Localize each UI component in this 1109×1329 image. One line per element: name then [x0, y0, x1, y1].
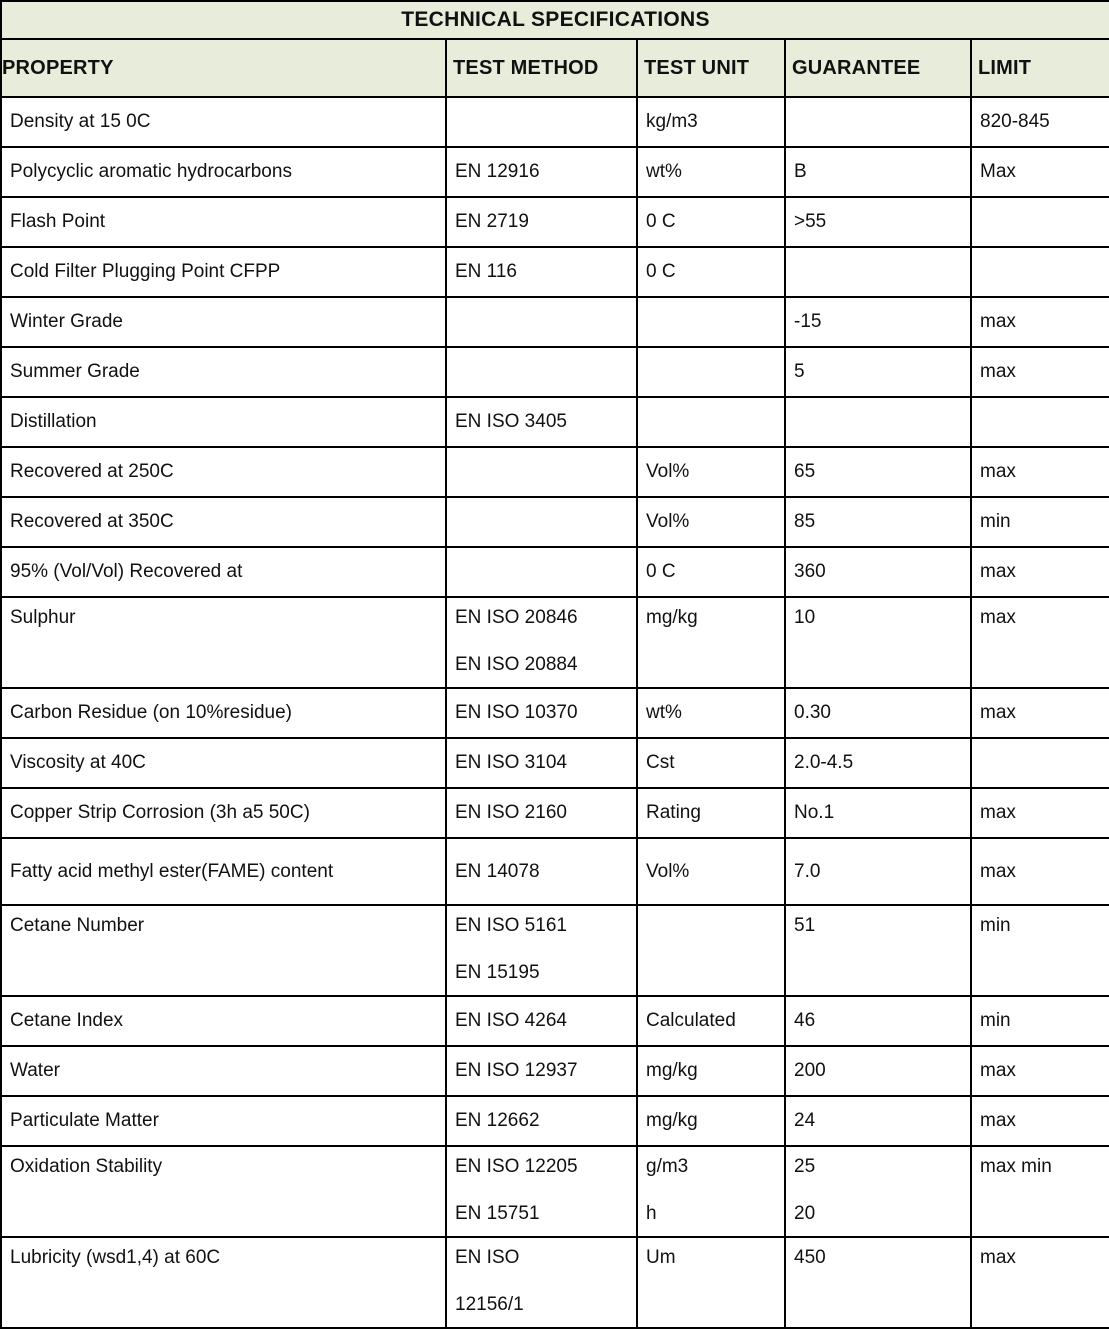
- cell-line: EN ISO 20846: [455, 607, 578, 628]
- cell-line: 12156/1: [455, 1293, 524, 1315]
- cell-line: 20: [794, 1202, 816, 1224]
- cell-limit: max: [971, 688, 1109, 738]
- table-title-row: [1, 1, 1109, 39]
- cell-guarantee: 10: [785, 597, 971, 688]
- table-row: [1, 197, 1109, 247]
- cell-test_unit: [637, 347, 785, 397]
- cell-property: Viscosity at 40C: [1, 738, 446, 788]
- cell-guarantee: 0.30: [785, 688, 971, 738]
- cell-property: Carbon Residue (on 10%residue): [1, 688, 446, 738]
- cell-limit: max min: [971, 1146, 1109, 1237]
- cell-test_unit: wt%: [637, 688, 785, 738]
- cell-limit: min: [971, 996, 1109, 1046]
- cell-property: Cetane Number: [1, 905, 446, 996]
- cell-guarantee: 450: [785, 1237, 971, 1328]
- cell-guarantee: -15: [785, 297, 971, 347]
- cell-test_unit: mg/kg: [637, 1096, 785, 1146]
- cell-line: EN 15195: [455, 961, 540, 983]
- cell-test_unit: Vol%: [637, 447, 785, 497]
- table-row: [1, 447, 1109, 497]
- cell-limit: [971, 738, 1109, 788]
- cell-limit: max: [971, 597, 1109, 688]
- cell-test_unit: Cst: [637, 738, 785, 788]
- cell-test_unit: Vol%: [637, 838, 785, 905]
- table-row: [1, 597, 1109, 688]
- cell-test_unit: kg/m3: [637, 97, 785, 147]
- cell-test_method: [446, 297, 637, 347]
- cell-guarantee: >55: [785, 197, 971, 247]
- cell-line: EN ISO: [455, 1247, 520, 1268]
- cell-guarantee: 200: [785, 1046, 971, 1096]
- table-row: [1, 1096, 1109, 1146]
- table-row: [1, 547, 1109, 597]
- table-row: [1, 838, 1109, 905]
- cell-limit: max: [971, 447, 1109, 497]
- table-row: [1, 247, 1109, 297]
- cell-line: EN ISO 5161: [455, 915, 567, 936]
- cell-test_method: EN ISO 12937: [446, 1046, 637, 1096]
- cell-line: EN ISO 12205: [455, 1156, 578, 1177]
- cell-property: Water: [1, 1046, 446, 1096]
- table-header: [1, 1, 1109, 97]
- cell-line: h: [646, 1202, 657, 1224]
- cell-line: EN ISO 20884: [455, 653, 578, 675]
- table-row: [1, 297, 1109, 347]
- cell-guarantee: No.1: [785, 788, 971, 838]
- cell-property: Flash Point: [1, 197, 446, 247]
- cell-test_method: EN 12662: [446, 1096, 637, 1146]
- cell-guarantee: 2.0-4.5: [785, 738, 971, 788]
- table-row: [1, 1046, 1109, 1096]
- cell-line: 25: [794, 1156, 816, 1177]
- cell-guarantee: 360: [785, 547, 971, 597]
- cell-test_unit: 0 C: [637, 197, 785, 247]
- table-row: [1, 1237, 1109, 1328]
- cell-limit: max: [971, 547, 1109, 597]
- cell-property: Copper Strip Corrosion (3h a5 50C): [1, 788, 446, 838]
- cell-test_unit: Rating: [637, 788, 785, 838]
- cell-test_unit: 0 C: [637, 247, 785, 297]
- cell-property: Recovered at 350C: [1, 497, 446, 547]
- cell-test_method: [446, 547, 637, 597]
- table-row: [1, 97, 1109, 147]
- cell-property: Cetane Index: [1, 996, 446, 1046]
- cell-property: Particulate Matter: [1, 1096, 446, 1146]
- cell-test_method: [446, 905, 637, 996]
- cell-test_unit: Vol%: [637, 497, 785, 547]
- cell-limit: max: [971, 1237, 1109, 1328]
- cell-guarantee: 51: [785, 905, 971, 996]
- cell-test_unit: wt%: [637, 147, 785, 197]
- cell-test_unit: [637, 397, 785, 447]
- table-row: [1, 688, 1109, 738]
- cell-test_method: EN 14078: [446, 838, 637, 905]
- cell-property: Winter Grade: [1, 297, 446, 347]
- cell-guarantee: 5: [785, 347, 971, 397]
- cell-test_method: EN 116: [446, 247, 637, 297]
- cell-property: Density at 15 0C: [1, 97, 446, 147]
- cell-test_method: [446, 497, 637, 547]
- cell-line: g/m3: [646, 1156, 689, 1177]
- cell-guarantee: [785, 247, 971, 297]
- cell-guarantee: B: [785, 147, 971, 197]
- table-row: [1, 497, 1109, 547]
- cell-limit: max: [971, 297, 1109, 347]
- cell-limit: [971, 397, 1109, 447]
- cell-property: Lubricity (wsd1,4) at 60C: [1, 1237, 446, 1328]
- table-row: [1, 397, 1109, 447]
- cell-test_method: [446, 447, 637, 497]
- cell-limit: max: [971, 788, 1109, 838]
- table-row: [1, 147, 1109, 197]
- cell-test_method: [446, 97, 637, 147]
- column-header-guarantee: GUARANTEE: [785, 39, 971, 97]
- column-header-limit: LIMIT: [971, 39, 1109, 97]
- cell-property: 95% (Vol/Vol) Recovered at: [1, 547, 446, 597]
- column-header-property: PROPERTY: [1, 39, 446, 97]
- table-row: [1, 905, 1109, 996]
- cell-test_method: [446, 347, 637, 397]
- cell-test_unit: Um: [637, 1237, 785, 1328]
- cell-limit: 820-845: [971, 97, 1109, 147]
- cell-property: Summer Grade: [1, 347, 446, 397]
- cell-property: Distillation: [1, 397, 446, 447]
- cell-limit: max: [971, 347, 1109, 397]
- column-header-row: [1, 39, 1109, 97]
- cell-test_method: EN ISO 10370: [446, 688, 637, 738]
- cell-guarantee: [785, 397, 971, 447]
- cell-line: EN 15751: [455, 1202, 540, 1224]
- cell-limit: max: [971, 1096, 1109, 1146]
- table-row: [1, 738, 1109, 788]
- cell-guarantee: 24: [785, 1096, 971, 1146]
- cell-guarantee: 65: [785, 447, 971, 497]
- table-row: [1, 788, 1109, 838]
- cell-test_unit: [637, 905, 785, 996]
- column-header-test-unit: TEST UNIT: [637, 39, 785, 97]
- cell-guarantee: 46: [785, 996, 971, 1046]
- cell-limit: max: [971, 1046, 1109, 1096]
- cell-limit: [971, 197, 1109, 247]
- cell-guarantee: [785, 1146, 971, 1237]
- cell-limit: [971, 247, 1109, 297]
- cell-test_method: [446, 597, 637, 688]
- cell-test_method: EN ISO 3104: [446, 738, 637, 788]
- column-header-test-method: TEST METHOD: [446, 39, 637, 97]
- cell-test_unit: Calculated: [637, 996, 785, 1046]
- cell-limit: min: [971, 497, 1109, 547]
- cell-guarantee: 7.0: [785, 838, 971, 905]
- cell-test_method: EN 12916: [446, 147, 637, 197]
- table-row: [1, 1146, 1109, 1237]
- cell-limit: Max: [971, 147, 1109, 197]
- cell-property: Sulphur: [1, 597, 446, 688]
- cell-test_unit: 0 C: [637, 547, 785, 597]
- cell-property: Fatty acid methyl ester(FAME) content: [1, 838, 446, 905]
- cell-test_method: EN 2719: [446, 197, 637, 247]
- cell-property: Recovered at 250C: [1, 447, 446, 497]
- table-row: [1, 996, 1109, 1046]
- cell-property: Cold Filter Plugging Point CFPP: [1, 247, 446, 297]
- cell-limit: max: [971, 838, 1109, 905]
- cell-guarantee: [785, 97, 971, 147]
- table-title: TECHNICAL SPECIFICATIONS: [1, 1, 1109, 39]
- cell-test_method: EN ISO 3405: [446, 397, 637, 447]
- cell-property: Oxidation Stability: [1, 1146, 446, 1237]
- table-body: [1, 97, 1109, 1328]
- cell-test_unit: [637, 297, 785, 347]
- cell-test_unit: mg/kg: [637, 597, 785, 688]
- cell-test_method: EN ISO 4264: [446, 996, 637, 1046]
- cell-test_method: [446, 1146, 637, 1237]
- cell-test_unit: mg/kg: [637, 1046, 785, 1096]
- cell-limit: min: [971, 905, 1109, 996]
- cell-property: Polycyclic aromatic hydrocarbons: [1, 147, 446, 197]
- cell-test_method: [446, 1237, 637, 1328]
- cell-test_unit: [637, 1146, 785, 1237]
- cell-test_method: EN ISO 2160: [446, 788, 637, 838]
- table-row: [1, 347, 1109, 397]
- cell-guarantee: 85: [785, 497, 971, 547]
